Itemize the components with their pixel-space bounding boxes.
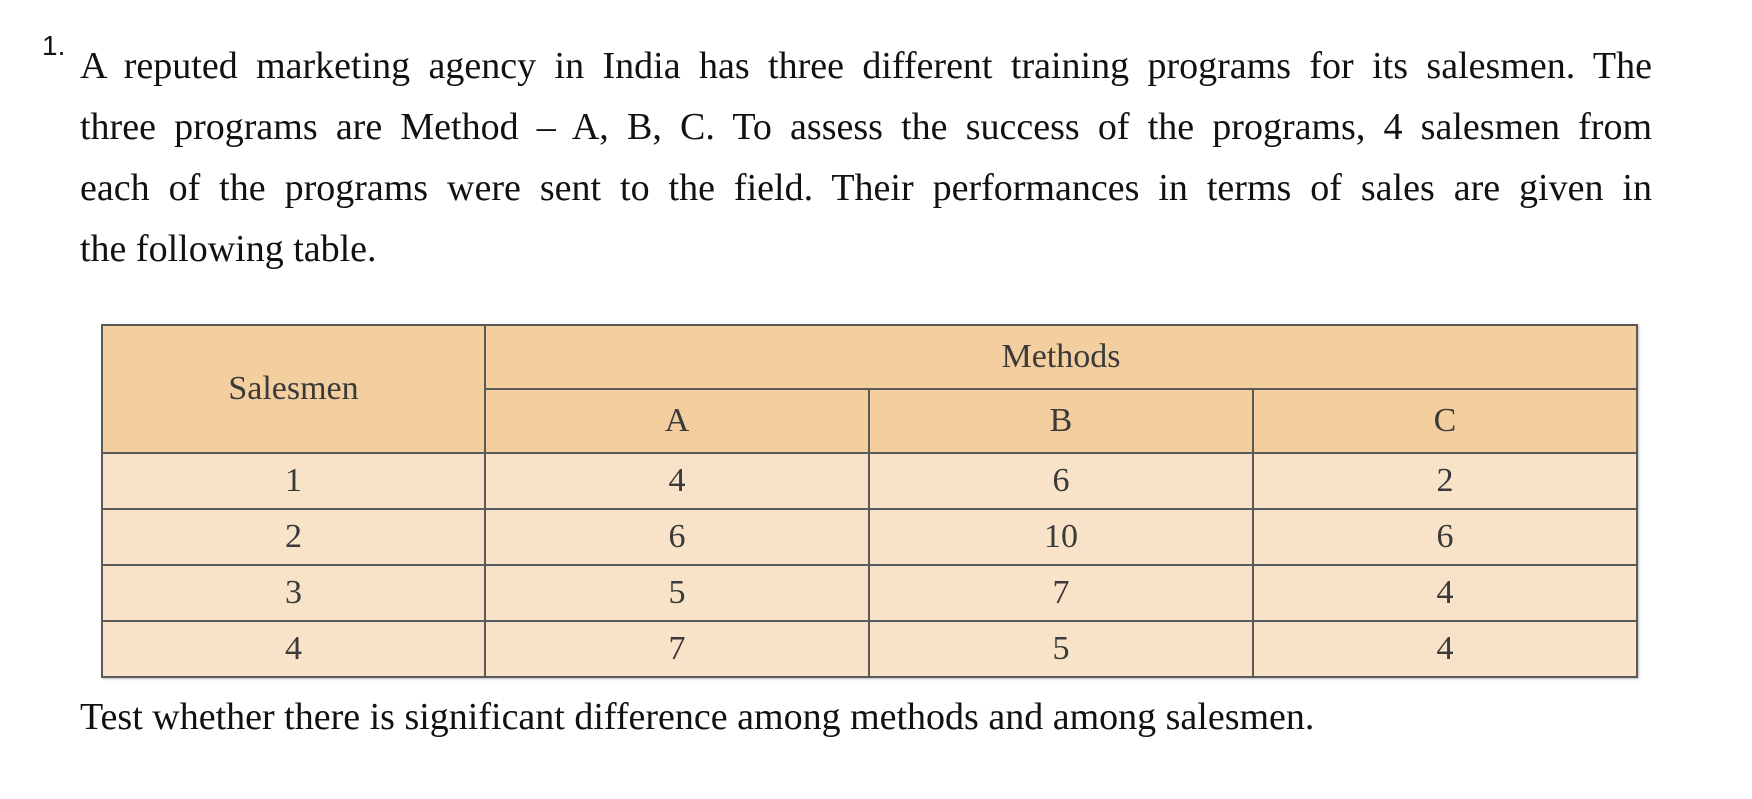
methods-header: Methods: [485, 325, 1637, 389]
value-cell: 4: [1253, 621, 1637, 677]
table-header-row: [102, 325, 1637, 389]
salesman-cell: 3: [102, 565, 485, 621]
value-cell: 6: [869, 453, 1253, 509]
table-row: [102, 453, 1637, 509]
table-row: [102, 621, 1637, 677]
closing-question: Test whether there is significant difference among methods and among salesmen.: [80, 696, 1315, 738]
salesmen-header: Salesmen: [102, 325, 485, 453]
value-cell: 6: [485, 509, 869, 565]
column-header-a: A: [485, 389, 869, 453]
salesman-cell: 1: [102, 453, 485, 509]
value-cell: 4: [1253, 565, 1637, 621]
question-number: 1.: [42, 30, 66, 61]
salesman-cell: 4: [102, 621, 485, 677]
question-line: A reputed marketing agency in India has three different training programs for its salesmen. The: [80, 45, 1652, 87]
value-cell: 10: [869, 509, 1253, 565]
value-cell: 7: [869, 565, 1253, 621]
salesman-cell: 2: [102, 509, 485, 565]
table-row: [102, 509, 1637, 565]
value-cell: 5: [485, 565, 869, 621]
question-line: three programs are Method – A, B, C. To assess the success of the programs, 4 salesmen from: [80, 106, 1652, 148]
table-row: [102, 565, 1637, 621]
column-header-c: C: [1253, 389, 1637, 453]
value-cell: 2: [1253, 453, 1637, 509]
question-line: the following table.: [80, 228, 377, 270]
sales-table: [101, 324, 1638, 678]
value-cell: 6: [1253, 509, 1637, 565]
value-cell: 4: [485, 453, 869, 509]
question-text: [80, 36, 1652, 280]
column-header-b: B: [869, 389, 1253, 453]
question-line: each of the programs were sent to the field. Their performances in terms of sales are given in: [80, 167, 1652, 209]
value-cell: 7: [485, 621, 869, 677]
value-cell: 5: [869, 621, 1253, 677]
